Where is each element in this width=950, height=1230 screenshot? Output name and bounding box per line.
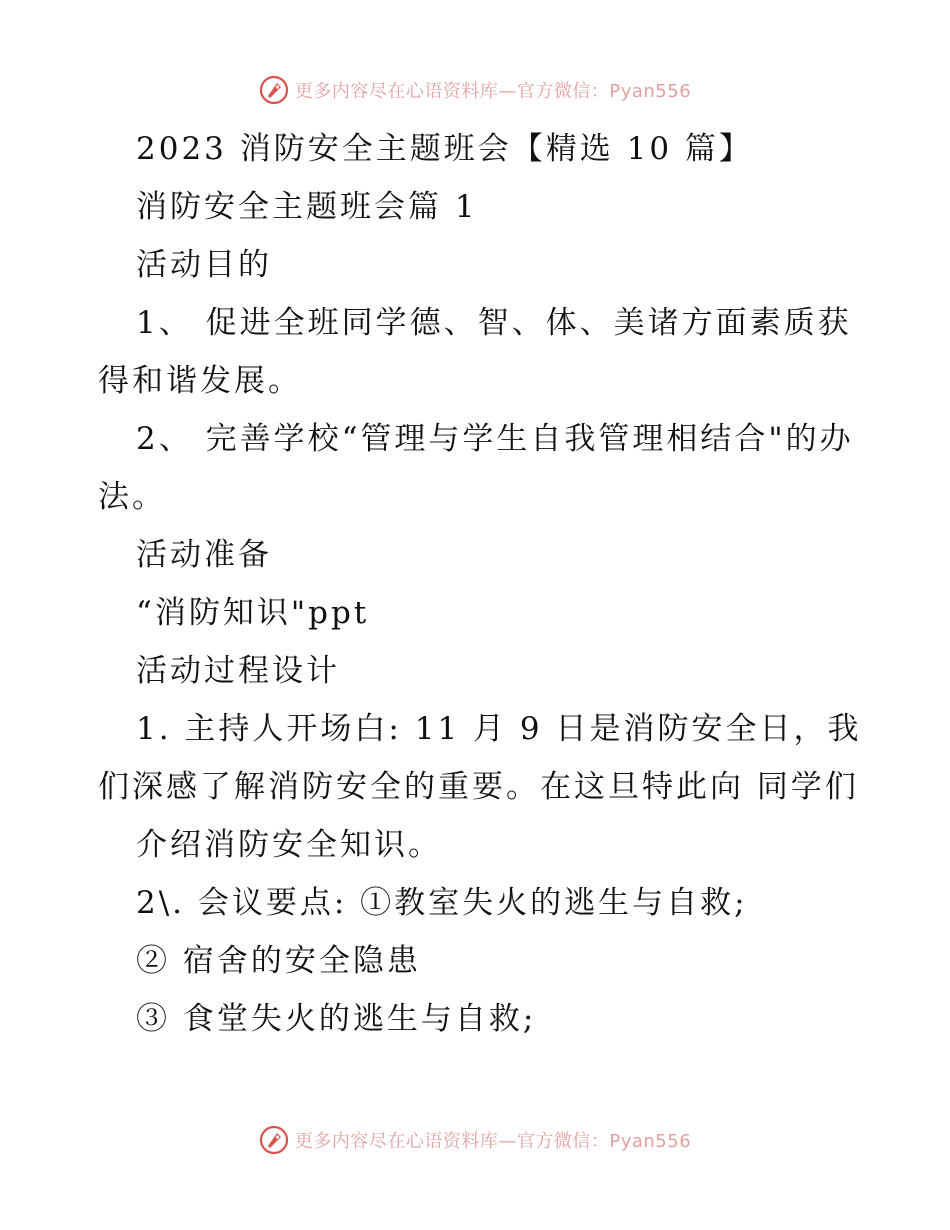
paragraph-process-1: 1. 主持人开场白: 11 月 9 日是消防安全日，我们深感了解消防安全的重要。在这旦特此向 同学们 xyxy=(98,711,862,805)
paragraph-process-2c: ③ 食堂失火的逃生与自救; xyxy=(136,1001,537,1037)
pen-nib-circle-icon xyxy=(259,1125,289,1155)
watermark-text: 更多内容尽在心语资料库—官方微信：Pyan556 xyxy=(294,1131,692,1152)
watermark-text: 更多内容尽在心语资料库—官方微信：Pyan556 xyxy=(294,81,692,102)
paragraph-goal-1: 1、 促进全班同学德、智、体、美诸方面素质获得和谐发展。 xyxy=(98,305,852,399)
paragraph-prep-1: “消防知识"ppt xyxy=(136,595,370,631)
heading-process: 活动过程设计 xyxy=(136,653,340,689)
watermark-footer xyxy=(0,1120,950,1160)
paragraph-process-2: 2\. 会议要点: ①教室失火的逃生与自救; xyxy=(136,885,748,921)
document-title: 2023 消防安全主题班会【精选 10 篇】 xyxy=(136,131,753,167)
heading-goal: 活动目的 xyxy=(136,247,272,283)
paragraph-process-2b: ② 宿舍的安全隐患 xyxy=(136,943,421,979)
section-title: 消防安全主题班会篇 1 xyxy=(136,189,478,225)
heading-prep: 活动准备 xyxy=(136,537,272,573)
document-body xyxy=(98,120,868,1048)
paragraph-process-1b: 介绍消防安全知识。 xyxy=(136,827,442,863)
paragraph-goal-2: 2、 完善学校“管理与学生自我管理相结合"的办法。 xyxy=(98,421,854,515)
pen-nib-circle-icon xyxy=(259,75,289,105)
watermark-header xyxy=(0,70,950,110)
